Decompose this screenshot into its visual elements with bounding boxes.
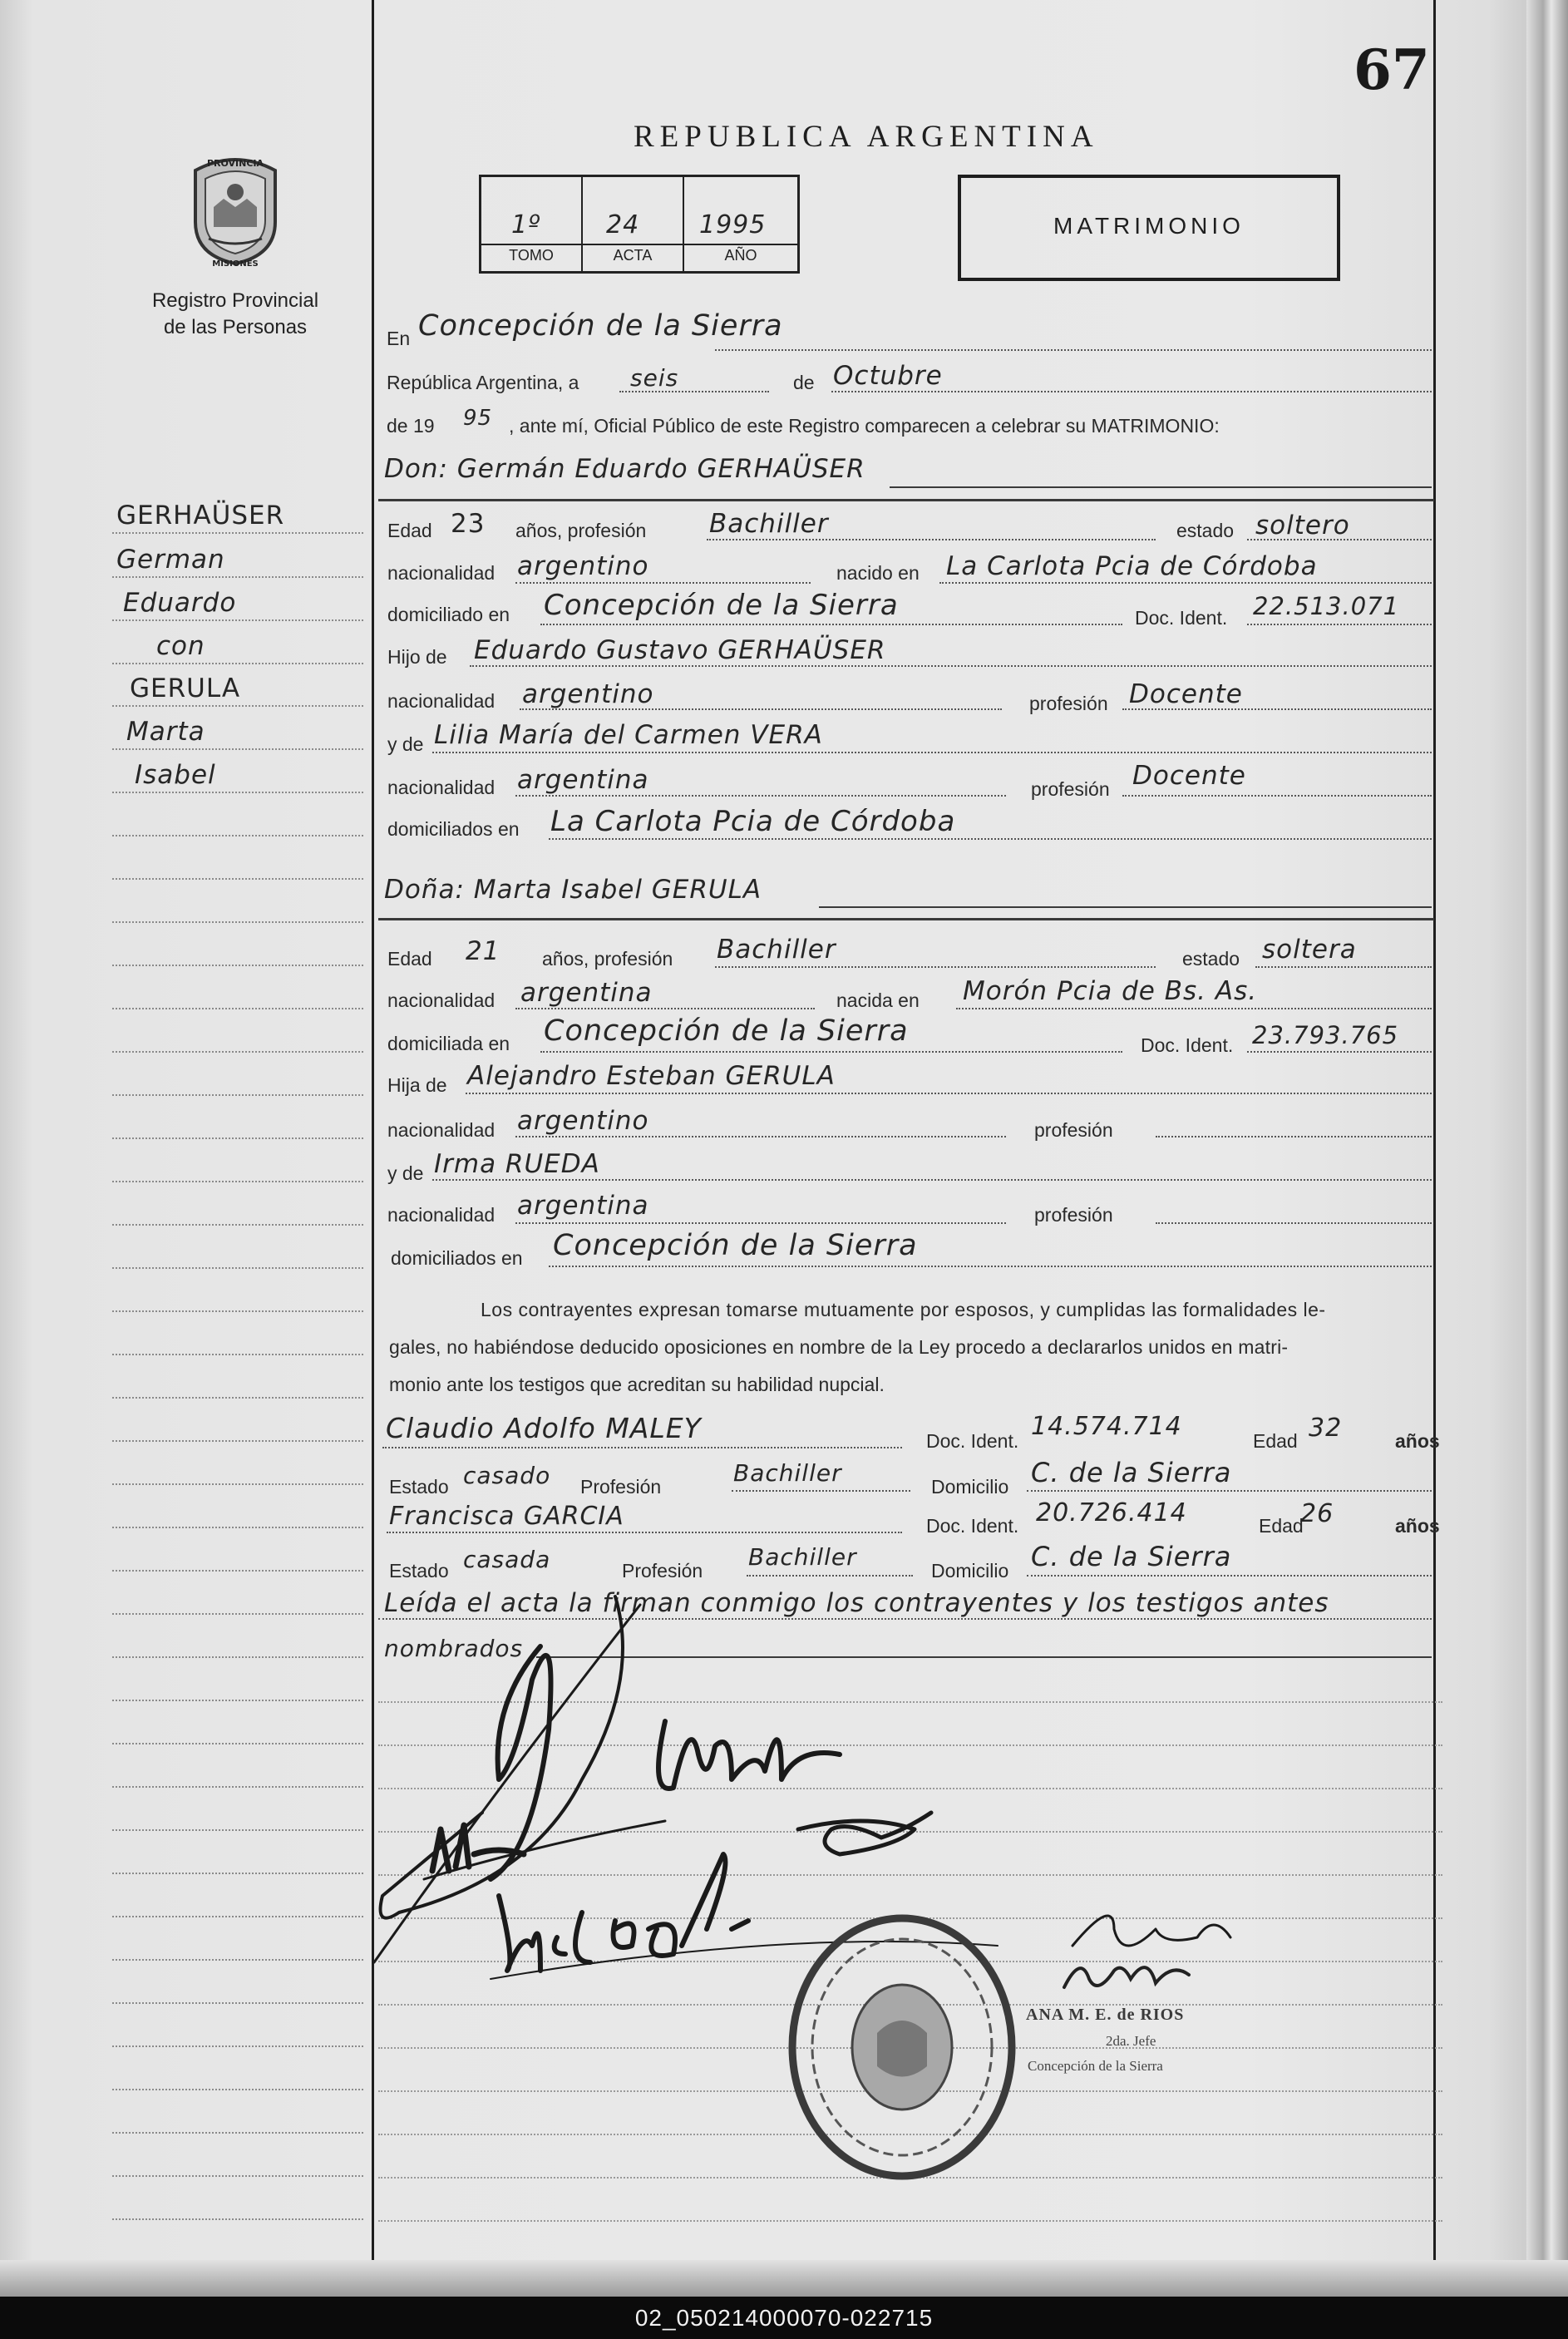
- groom-profesion: Bachiller: [709, 509, 829, 539]
- groom-estado: soltero: [1255, 511, 1350, 540]
- witness2-anos-label: años: [1395, 1515, 1440, 1537]
- closing-line2: nombrados: [384, 1635, 524, 1662]
- page-bottom-shadow: [0, 2260, 1568, 2297]
- groom-anos-prof-label: años, profesión: [515, 520, 647, 541]
- stamp-title: 2da. Jefe: [1106, 2033, 1156, 2049]
- bride-parents-dom: Concepción de la Sierra: [553, 1229, 918, 1262]
- bride-edad: 21: [466, 936, 500, 966]
- bride-nacionalidad-label: nacionalidad: [387, 989, 496, 1011]
- year-prefix: de 19: [387, 415, 435, 437]
- official-signature-icon: [1056, 1946, 1206, 2004]
- groom-edad: 23: [451, 509, 486, 539]
- tomo-label: TOMO: [509, 247, 554, 264]
- witness2-estado: casada: [463, 1546, 551, 1573]
- bride-mother-nac: argentina: [517, 1191, 649, 1221]
- bride-anos-prof-label: años, profesión: [542, 948, 673, 970]
- bride-doc-label: Doc. Ident.: [1141, 1034, 1234, 1056]
- witness1-anos-label: años: [1395, 1430, 1440, 1452]
- margin-note-con: con: [156, 631, 205, 661]
- document-type: MATRIMONIO: [1053, 213, 1245, 239]
- closing-line1: Leída el acta la firman conmigo los contrayentes y los testigos antes: [384, 1588, 1329, 1618]
- groom-father-prof-label: profesión: [1029, 693, 1108, 714]
- witness2-name: Francisca GARCIA: [389, 1502, 624, 1531]
- page-edge: [1526, 0, 1568, 2297]
- witness1-prof-label: Profesión: [580, 1476, 662, 1498]
- groom-parents-dom: La Carlota Pcia de Córdoba: [550, 805, 956, 838]
- bride-edad-label: Edad: [387, 948, 432, 970]
- witness1-profesion: Bachiller: [733, 1459, 842, 1487]
- record-box: [479, 175, 800, 274]
- witness1-name: Claudio Adolfo MALEY: [386, 1412, 702, 1444]
- de-label: de: [793, 372, 815, 393]
- witness1-doc: 14.574.714: [1031, 1412, 1182, 1441]
- groom-father-prof: Docente: [1129, 679, 1243, 709]
- groom-hijo-label: Hijo de: [387, 646, 447, 668]
- bride-mother-prof-label: profesión: [1034, 1204, 1113, 1226]
- witness1-dom-label: Domicilio: [931, 1476, 1009, 1498]
- seal-text-top: PROVINCIA: [206, 158, 264, 169]
- groom-nacido: La Carlota Pcia de Córdoba: [946, 551, 1318, 581]
- stamp-place: Concepción de la Sierra: [1028, 2058, 1163, 2074]
- ano-label: AÑO: [724, 247, 757, 264]
- groom-father-nac-label: nacionalidad: [387, 690, 496, 712]
- groom-doc-label: Doc. Ident.: [1135, 607, 1228, 629]
- bride-hija-label: Hija de: [387, 1074, 447, 1096]
- tomo-value: 1º: [511, 210, 541, 239]
- margin-note-name4: Isabel: [135, 760, 216, 790]
- declaration-line2: gales, no habiéndose deducido oposiciones en nombre de la Ley procedo a declararlos unidos en matri-: [389, 1336, 1289, 1358]
- groom-full-name: Don: Germán Eduardo GERHAÜSER: [384, 454, 865, 484]
- witness2-profesion: Bachiller: [748, 1543, 857, 1571]
- seal-text-bottom: MISIONES: [212, 259, 259, 269]
- witness2-estado-label: Estado: [389, 1560, 449, 1582]
- registry-name-line1: Registro Provincial: [151, 289, 319, 312]
- month-value: Octubre: [833, 361, 943, 391]
- official-round-stamp-icon: [782, 1908, 1023, 2187]
- witness2-domicilio: C. de la Sierra: [1031, 1541, 1232, 1572]
- bride-estado-label: estado: [1182, 948, 1240, 970]
- groom-mother: Lilia María del Carmen VERA: [434, 720, 823, 750]
- groom-mother-prof: Docente: [1132, 761, 1246, 791]
- witness2-prof-label: Profesión: [622, 1560, 703, 1582]
- witness1-estado: casado: [463, 1462, 551, 1489]
- witness2-edad: 26: [1300, 1499, 1334, 1528]
- margin-note-surname2: GERULA: [130, 674, 241, 703]
- appear-text: , ante mí, Oficial Público de este Registro comparecen a celebrar su MATRIMONIO:: [509, 415, 1220, 437]
- bride-doc: 23.793.765: [1252, 1021, 1399, 1049]
- witness2-edad-label: Edad: [1259, 1515, 1304, 1537]
- page-number: 67: [1354, 37, 1430, 102]
- bride-profesion: Bachiller: [717, 935, 836, 965]
- bride-father-prof-label: profesión: [1034, 1119, 1113, 1141]
- groom-estado-label: estado: [1176, 520, 1235, 541]
- margin-note-name1: German: [116, 545, 225, 575]
- groom-domicilio-label: domiciliado en: [387, 604, 510, 625]
- groom-nacionalidad-label: nacionalidad: [387, 562, 496, 584]
- bride-father: Alejandro Esteban GERULA: [467, 1061, 836, 1091]
- margin-note-name2: Eduardo: [123, 588, 237, 618]
- bride-father-nac-label: nacionalidad: [387, 1119, 496, 1141]
- groom-father: Eduardo Gustavo GERHAÜSER: [474, 635, 886, 665]
- groom-domiciliados-label: domiciliados en: [387, 818, 520, 840]
- groom-doc: 22.513.071: [1253, 592, 1400, 620]
- footer-image-id: 02_050214000070-022715: [634, 2305, 934, 2331]
- acta-label: ACTA: [613, 247, 653, 264]
- groom-domicilio: Concepción de la Sierra: [544, 589, 899, 622]
- bride-father-nac: argentino: [517, 1106, 649, 1136]
- margin-note-surname: GERHAÜSER: [116, 501, 285, 530]
- right-rule: [1433, 0, 1436, 2260]
- groom-mother-nac: argentina: [517, 765, 649, 795]
- margin-note-name3: Marta: [126, 717, 205, 747]
- witness1-domicilio: C. de la Sierra: [1031, 1457, 1232, 1488]
- witness1-edad-label: Edad: [1253, 1430, 1298, 1452]
- groom-edad-label: Edad: [387, 520, 432, 541]
- country-title: REPUBLICA ARGENTINA: [634, 120, 1099, 154]
- bride-domiciliados-label: domiciliados en: [391, 1247, 523, 1269]
- bride-domicilio: Concepción de la Sierra: [544, 1014, 909, 1048]
- bride-full-name: Doña: Marta Isabel GERULA: [384, 875, 762, 905]
- en-label: En: [387, 328, 411, 349]
- acta-value: 24: [606, 210, 640, 239]
- footer-bar: [0, 2297, 1568, 2339]
- witness1-edad: 32: [1309, 1414, 1343, 1443]
- registry-name-line2: de las Personas: [163, 316, 308, 338]
- witness2-doc-label: Doc. Ident.: [926, 1515, 1019, 1537]
- witness2-doc: 20.726.414: [1036, 1498, 1187, 1527]
- witness2-dom-label: Domicilio: [931, 1560, 1009, 1582]
- bride-nacida-label: nacida en: [836, 989, 920, 1011]
- stamp-name: ANA M. E. de RIOS: [1026, 2006, 1185, 2024]
- provincial-seal-icon: [180, 152, 290, 269]
- bride-y-de-label: y de: [387, 1162, 424, 1184]
- bride-nacionalidad: argentina: [520, 978, 653, 1008]
- groom-nacido-label: nacido en: [836, 562, 920, 584]
- bride-mother-nac-label: nacionalidad: [387, 1204, 496, 1226]
- day-value: seis: [630, 364, 679, 392]
- groom-mother-prof-label: profesión: [1031, 778, 1110, 800]
- year-suffix: 95: [463, 406, 493, 431]
- place-value: Concepción de la Sierra: [418, 309, 783, 343]
- republic-label: República Argentina, a: [387, 372, 579, 393]
- witness1-doc-label: Doc. Ident.: [926, 1430, 1019, 1452]
- bride-domicilio-label: domiciliada en: [387, 1033, 510, 1054]
- declaration-line1: Los contrayentes expresan tomarse mutuamente por esposos, y cumplidas las formalidades le-: [481, 1299, 1326, 1320]
- bride-estado: soltera: [1262, 935, 1357, 965]
- declaration-line3: monio ante los testigos que acreditan su habilidad nupcial.: [389, 1374, 885, 1395]
- groom-father-nac: argentino: [522, 679, 654, 709]
- bride-nacida: Morón Pcia de Bs. As.: [963, 976, 1258, 1006]
- groom-nacionalidad: argentino: [517, 551, 649, 581]
- witness1-estado-label: Estado: [389, 1476, 449, 1498]
- groom-mother-nac-label: nacionalidad: [387, 777, 496, 798]
- ano-value: 1995: [699, 210, 767, 239]
- document-type-box: [958, 175, 1340, 281]
- groom-y-de-label: y de: [387, 733, 424, 755]
- bride-mother: Irma RUEDA: [434, 1149, 600, 1179]
